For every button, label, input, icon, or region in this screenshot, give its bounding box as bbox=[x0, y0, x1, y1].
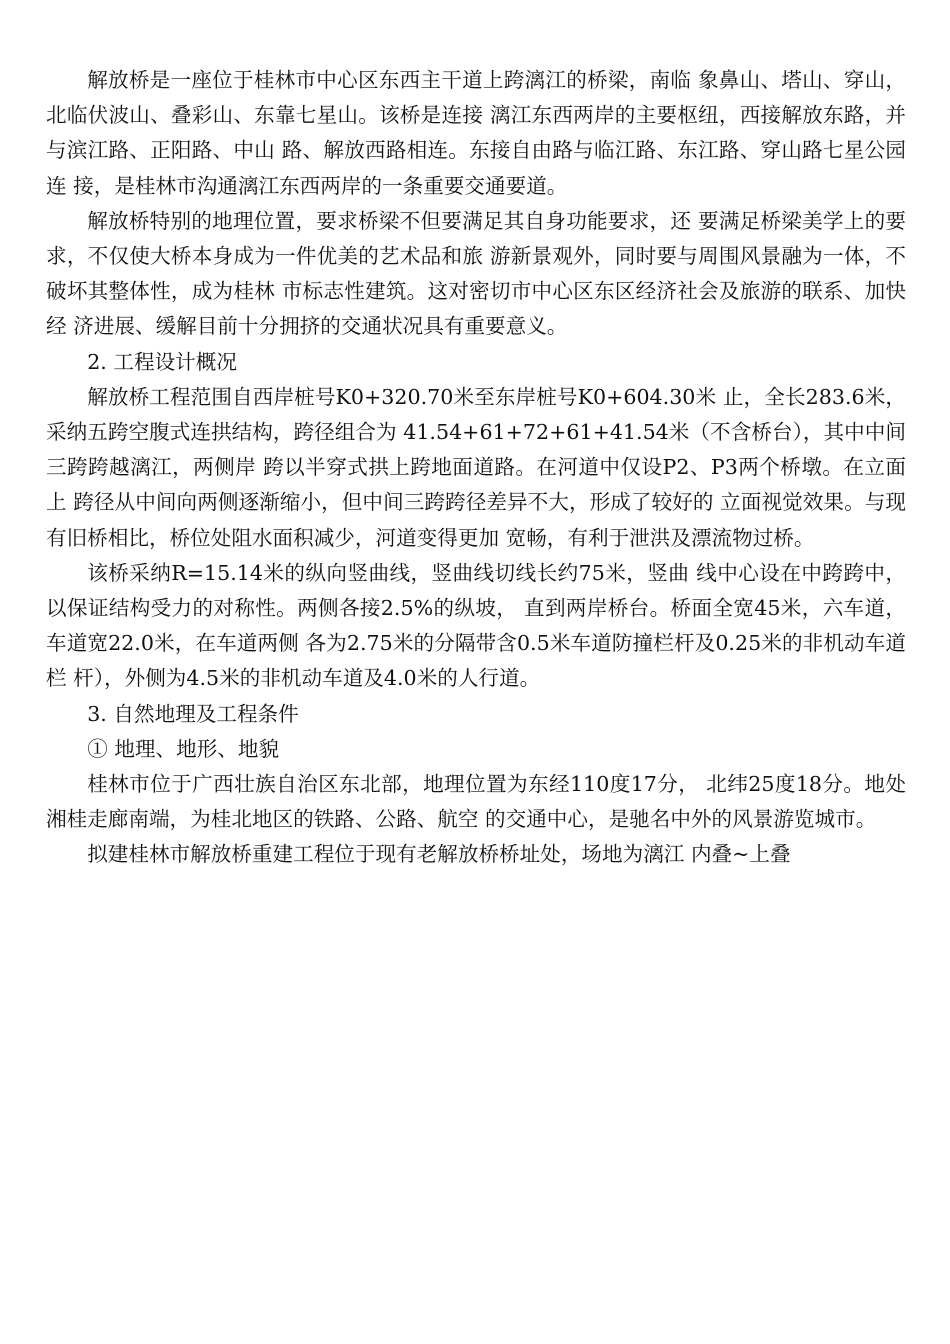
paragraph-site: 拟建桂林市解放桥重建工程位于现有老解放桥桥址处，场地为漓江 内叠~上叠 bbox=[87, 842, 791, 867]
paragraph-intro: 解放桥是一座位于桂林市中心区东西主干道上跨漓江的桥梁，南临 象鼻山、塔山、穿山，北临伏波山、叠彩山、东靠七星山。该桥是连接 漓江东西两岸的主要枢纽，西接解放东路，并与滨江路、正阳路、中山 路、解放西路相连。东接自由路与临江路、东江路、穿山路七星公园连 接，是桂林市沟通漓江东西两岸的一条重要交通要道。 bbox=[46, 68, 906, 198]
paragraph-geography: 桂林市位于广西壮族自治区东北部，地理位置为东经110度17分， 北纬25度18分。地处湘桂走廊南端，为桂北地区的铁路、公路、航空 的交通中心，是驰名中外的风景游览城市。 bbox=[46, 772, 906, 832]
paragraph-location-requirements: 解放桥特别的地理位置，要求桥梁不但要满足其自身功能要求，还 要满足桥梁美学上的要求，不仅使大桥本身成为一件优美的艺术品和旅 游新景观外，同时要与周围风景融为一体，不破坏其整体性，成为桂林 市标志性建筑。这对密切市中心区东区经济社会及旅游的联系、加快经 济进展、缓解目前十分拥挤的交通状况具有重要意义。 bbox=[46, 208, 906, 339]
section-heading-natural-conditions: 3. 自然地理及工程条件 bbox=[87, 701, 299, 726]
document-page bbox=[46, 63, 906, 873]
subsection-heading-geography: ① 地理、地形、地貌 bbox=[87, 736, 280, 761]
section-heading-design-overview: 2. 工程设计概况 bbox=[87, 349, 237, 374]
paragraph-vertical-curve: 该桥采纳R=15.14米的纵向竖曲线，竖曲线切线长约75米，竖曲 线中心设在中跨跨中，以保证结构受力的对称性。两侧各接2.5%的纵坡， 直到两岸桥台。桥面全宽45米，六车道，车道宽22.0米，在车道两侧 各为2.75米的分隔带含0.5米车道防撞栏杆及0.25米的非机动车道栏 杆），外侧为4.5米的非机动车道及4.0米的人行道。 bbox=[46, 560, 906, 691]
paragraph-project-scope: 解放桥工程范围自西岸桩号K0+320.70米至东岸桩号K0+604.30米 止，全长283.6米，采纳五跨空腹式连拱结构，跨径组合为 41.54+61+72+61+41.54米（不含桥台），其中中间三跨跨越漓江，两侧岸 跨以半穿式拱上跨地面道路。在河道中仅设P2、P3两个桥墩。在立面上 跨径从中间向两侧逐渐缩小，但中间三跨跨径差异不大，形成了较好的 立面视觉效果。与现有旧桥相比，桥位处阻水面积减少，河道变得更加 宽畅，有利于泄洪及漂流物过桥。 bbox=[46, 384, 906, 550]
